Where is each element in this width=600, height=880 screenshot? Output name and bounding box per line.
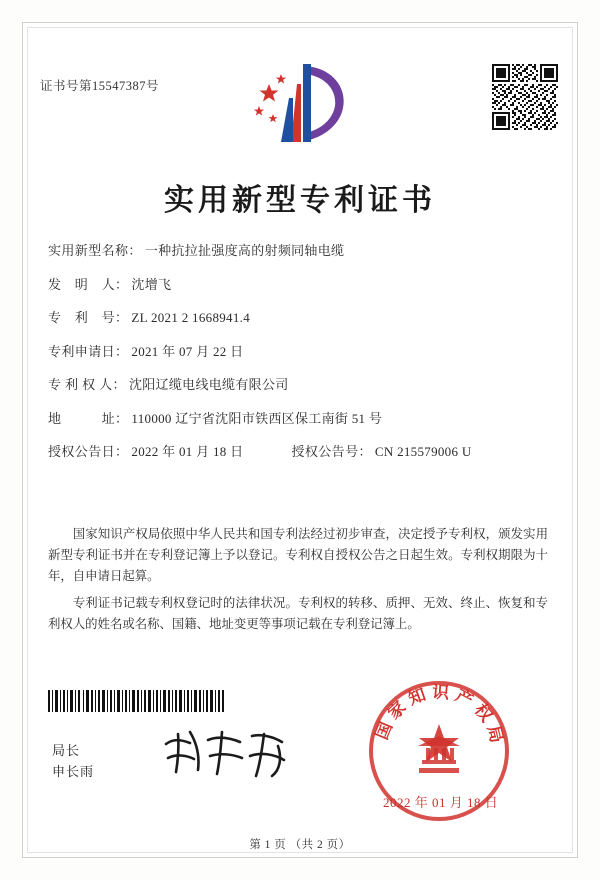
field-value: 沈阳辽缆电线电缆有限公司 <box>128 377 289 392</box>
field-application-date <box>48 341 552 360</box>
field-label: 地 址： <box>48 410 129 426</box>
field-patent-number <box>48 307 552 326</box>
qr-code <box>492 64 558 130</box>
handwritten-signature <box>160 726 290 784</box>
page-title: 实用新型专利证书 <box>164 183 436 218</box>
field-inventor <box>48 274 552 293</box>
director-label: 局长 <box>52 743 81 758</box>
grant-date-value: 2022 年 01 月 18 日 <box>131 444 244 459</box>
field-value: 2021 年 07 月 22 日 <box>131 343 244 359</box>
grant-number-group <box>291 441 471 460</box>
grant-number-value: CN 215579006 U <box>374 444 472 459</box>
legal-paragraph-2: 专利证书记载专利权登记时的法律状况。专利权的转移、质押、无效、终止、恢复和专利权人的姓名或名称、国籍、地址变更等事项记载在专利登记簿上。 <box>48 596 548 631</box>
certificate-fields <box>48 240 552 475</box>
field-value: 一种抗拉扯强度高的射频同轴电缆 <box>144 243 345 258</box>
field-value: 沈增飞 <box>131 276 172 292</box>
field-grant-row <box>48 441 552 460</box>
certificate-number: 证书号第15547387号 <box>40 79 160 93</box>
page-footer: 第 1 页 （共 2 页） <box>249 839 351 851</box>
field-utility-model-name <box>48 240 552 259</box>
grant-number-label: 授权公告号： <box>291 444 372 459</box>
seal-date: 2022 年 01 月 18 日 <box>383 795 499 810</box>
cnipa-logo <box>247 62 351 144</box>
field-label: 专利申请日： <box>48 343 129 359</box>
field-label: 发 明 人： <box>48 276 129 292</box>
field-value: ZL 2021 2 1668941.4 <box>131 310 251 325</box>
barcode <box>48 690 224 712</box>
legal-text <box>48 524 548 641</box>
field-address <box>48 408 552 427</box>
field-patentee <box>48 374 552 393</box>
grant-date-label: 授权公告日： <box>48 444 129 459</box>
seal-top-text: 国家知识产权局 <box>372 682 508 750</box>
field-label: 实用新型名称： <box>48 243 142 258</box>
field-label: 专 利 权 人： <box>48 377 126 392</box>
legal-paragraph-1: 国家知识产权局依照中华人民共和国专利法经过初步审查，决定授予专利权，颁发实用新型专利证书并在专利登记簿上予以登记。专利权自授权公告之日起生效。专利权期限为十年，自申请日起算。 <box>48 527 548 583</box>
field-label: 专 利 号： <box>48 310 129 325</box>
director-name: 申长雨 <box>52 764 95 779</box>
signature-block <box>52 740 94 782</box>
field-value: 110000 辽宁省沈阳市铁西区保工南街 51 号 <box>131 410 383 426</box>
